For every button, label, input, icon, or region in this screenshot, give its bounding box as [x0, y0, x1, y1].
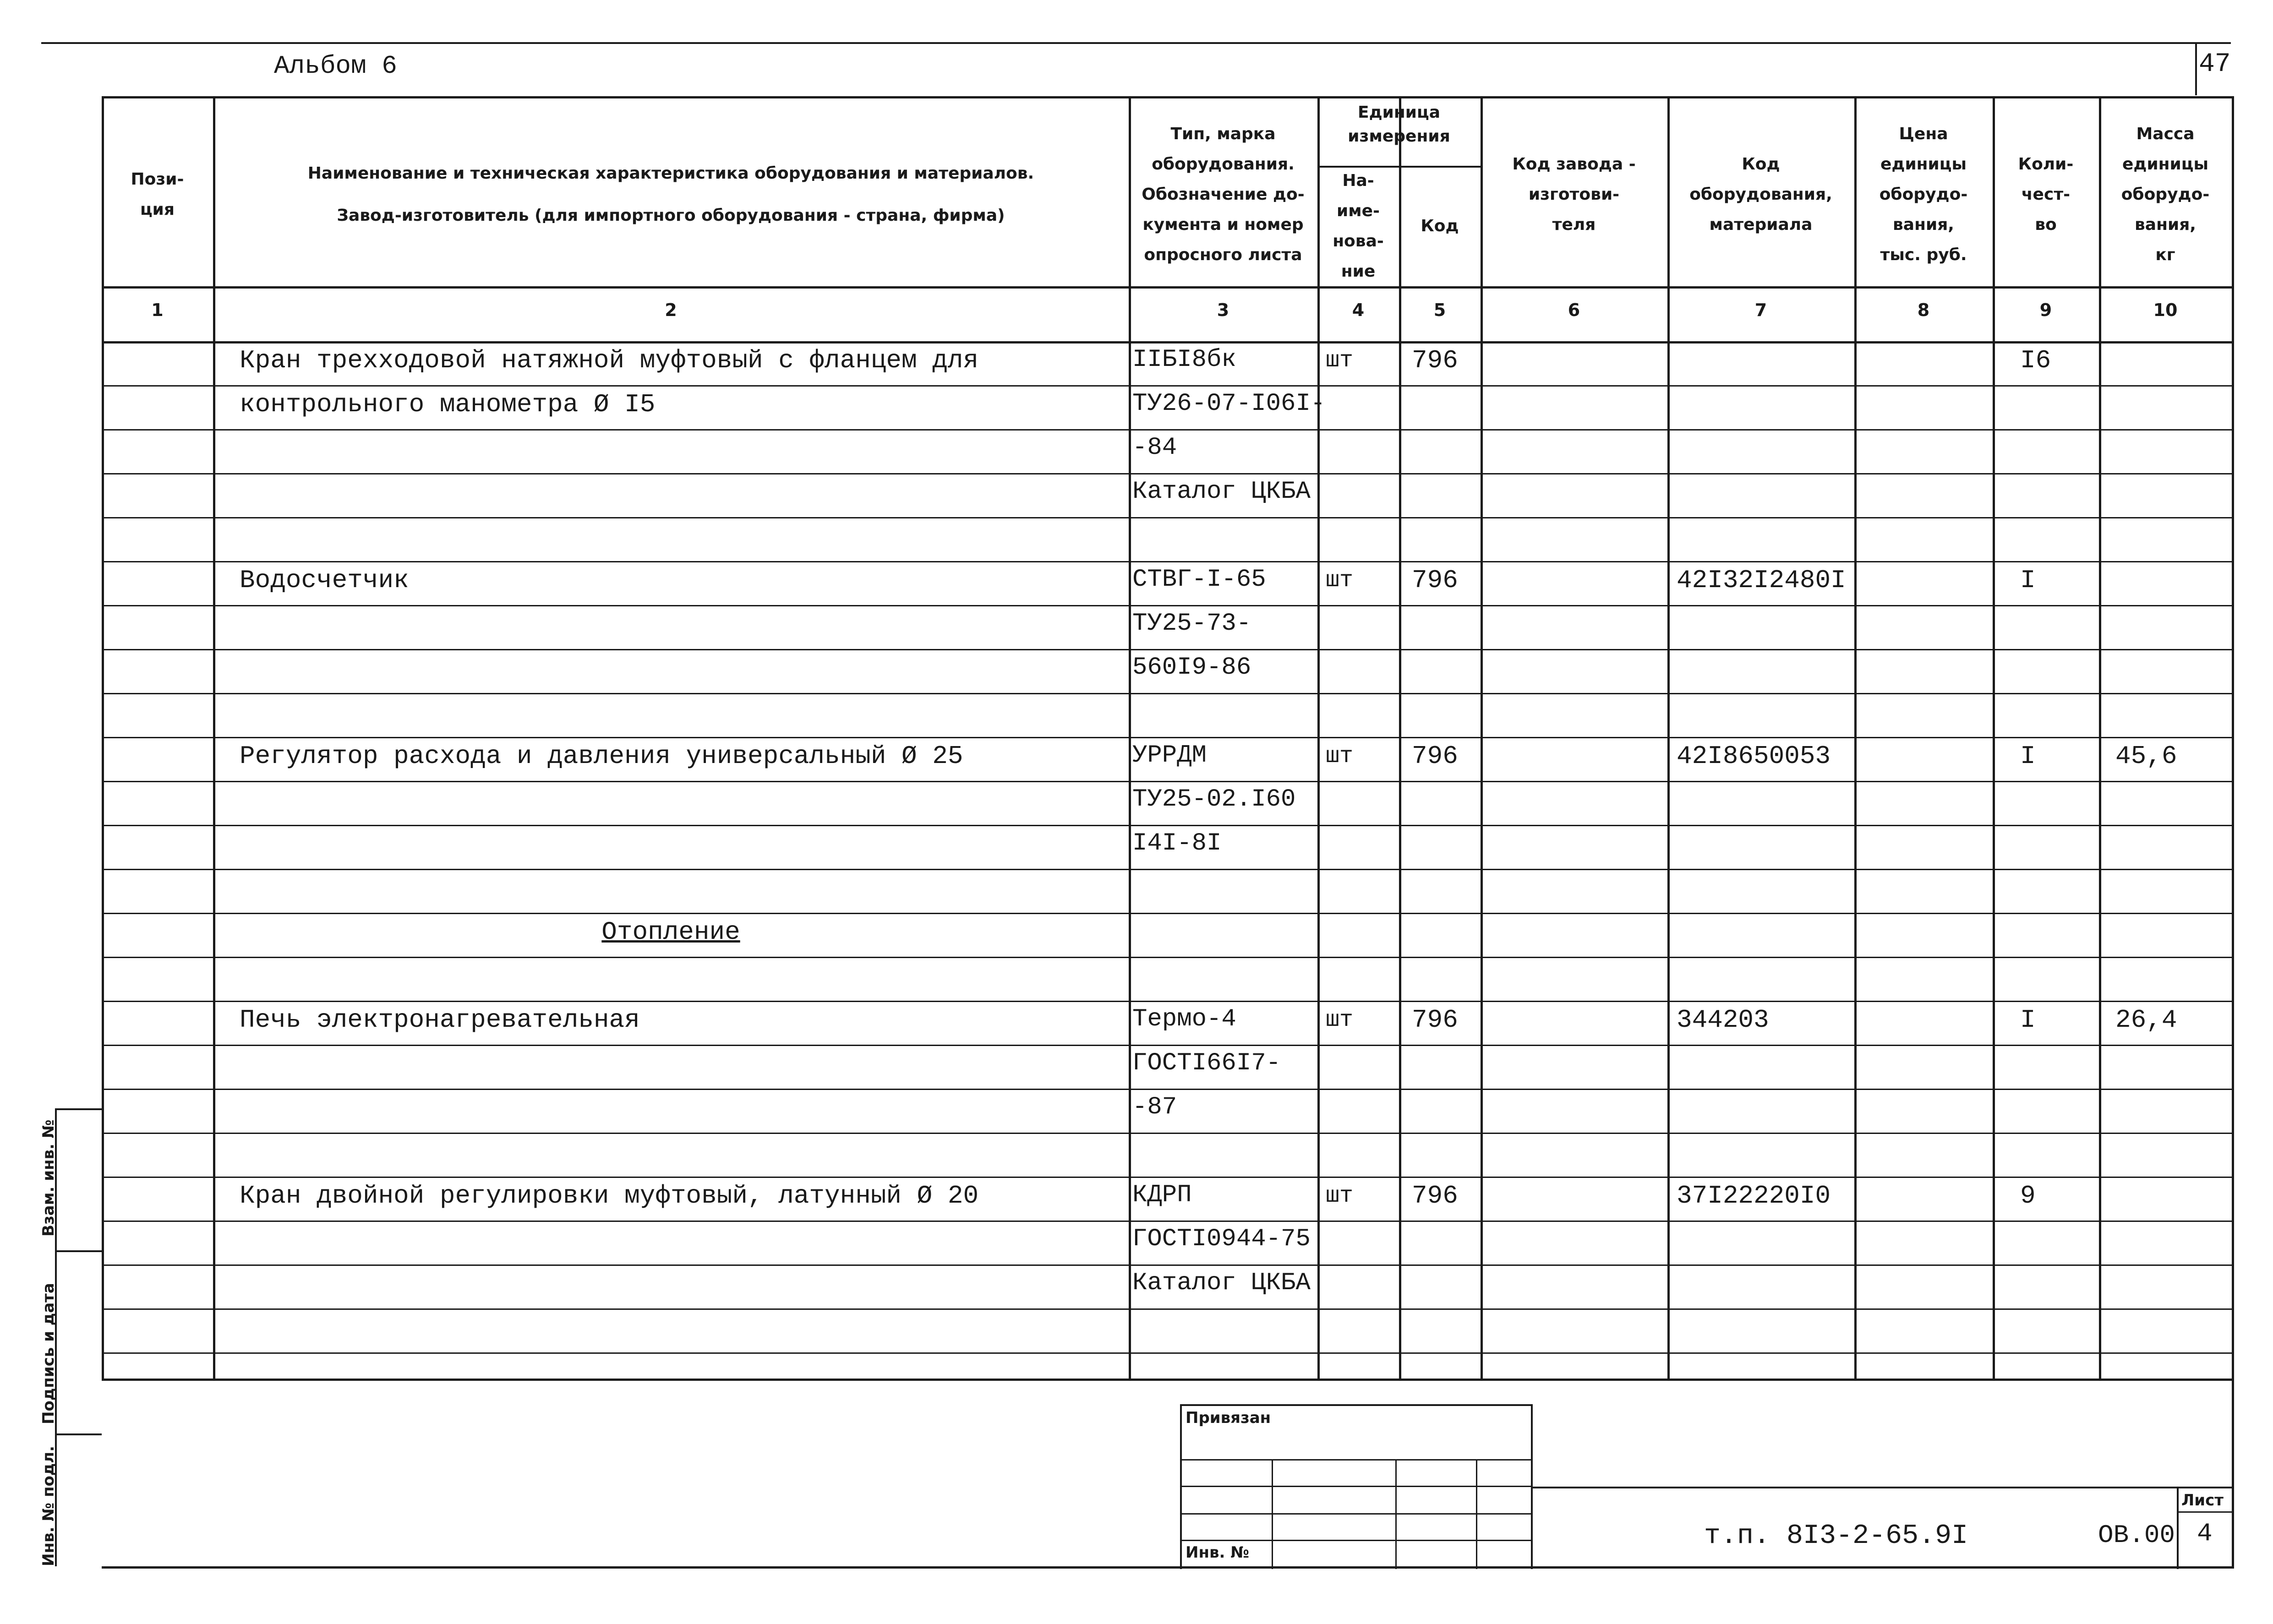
- side-strip-divider: [55, 1250, 102, 1252]
- row-divider: [102, 693, 2232, 694]
- row-divider: [102, 1177, 2232, 1178]
- table-bottom-border: [102, 1379, 2232, 1381]
- stamp-line: [1476, 1459, 1477, 1569]
- row-divider: [102, 781, 2232, 782]
- document-code: т.п. 8I3-2-65.9I: [1704, 1520, 1968, 1552]
- column-header-8: Цена единицы оборудо- вания, тыс. руб.: [1879, 125, 1968, 264]
- cell-name: Водосчетчик: [240, 566, 409, 595]
- column-header-1: Пози- ция: [131, 170, 184, 219]
- side-strip-divider: [55, 1108, 102, 1110]
- row-divider: [102, 1264, 2232, 1266]
- cell-type: СТВГ-I-65: [1132, 566, 1266, 594]
- column-number-4: 4: [1352, 300, 1365, 320]
- cell-type: Каталог ЦКБА: [1132, 1269, 1311, 1297]
- row-divider: [102, 649, 2232, 650]
- column-number-10: 10: [2153, 300, 2178, 320]
- cell-type: -87: [1132, 1093, 1177, 1121]
- cell-name: Печь электронагревательная: [240, 1005, 640, 1035]
- inv-no-label: Инв. №: [1186, 1543, 1250, 1562]
- row-divider: [102, 1133, 2232, 1134]
- cell-equipment-code: 42I8650053: [1677, 741, 1831, 771]
- page-number-frame: [2195, 44, 2197, 95]
- column-number-5: 5: [1433, 300, 1446, 320]
- column-header-6: Код завода - изготови- теля: [1512, 155, 1636, 234]
- column-number-1: 1: [151, 300, 164, 320]
- table-top-border: [102, 96, 2232, 98]
- stamp-line: [1180, 1540, 1533, 1541]
- section-heading: Отопление: [601, 917, 740, 947]
- cell-unit-name: шт: [1326, 743, 1354, 769]
- cell-type: УРРДМ: [1132, 741, 1207, 769]
- stamp-line: [1272, 1459, 1273, 1569]
- top-rule: [41, 42, 2231, 44]
- bound-label: Привязан: [1186, 1409, 1271, 1427]
- row-divider: [102, 473, 2232, 474]
- cell-unit-name: шт: [1326, 348, 1354, 374]
- row-divider: [102, 737, 2232, 738]
- cell-type: Каталог ЦКБА: [1132, 478, 1311, 506]
- album-title: Альбом 6: [274, 51, 397, 81]
- colnum-bottom-border: [102, 341, 2232, 343]
- cell-equipment-code: 37I22220I0: [1677, 1181, 1831, 1210]
- cell-equipment-code: 344203: [1677, 1005, 1769, 1035]
- stamp-line: [1180, 1404, 1533, 1406]
- cell-unit-name: шт: [1326, 567, 1354, 594]
- cell-name: Кран трехходовой натяжной муфтовый с фланцем для: [240, 346, 979, 375]
- stamp-line: [1180, 1513, 1533, 1515]
- cell-mass: 45,6: [2115, 741, 2177, 771]
- header-bottom-border: [102, 286, 2232, 289]
- cell-name: контрольного манометра Ø I5: [240, 390, 656, 419]
- cell-type: Термо-4: [1132, 1005, 1236, 1033]
- row-divider: [102, 1352, 2232, 1354]
- page-right-border: [2232, 1379, 2234, 1569]
- stamp-line: [2177, 1511, 2232, 1513]
- cell-type: КДРП: [1132, 1181, 1192, 1209]
- side-label: Инв. № подл.: [39, 1445, 58, 1566]
- cell-type: -84: [1132, 434, 1177, 462]
- cell-type: ТУ26-07-I06I-: [1132, 390, 1326, 418]
- column-header-2: Наименование и техническая характеристика оборудования и материалов. Завод-изготовитель (для импортного оборудования - страна, фирма): [307, 164, 1034, 225]
- column-number-3: 3: [1217, 300, 1229, 320]
- cell-mass: 26,4: [2115, 1005, 2177, 1035]
- cell-unit-name: шт: [1326, 1007, 1354, 1033]
- cell-quantity: I: [2020, 1005, 2036, 1035]
- column-header-3: Тип, марка оборудования. Обозначение до- кумента и номер опросного листа: [1142, 125, 1305, 264]
- row-divider: [102, 385, 2232, 387]
- stamp-line: [1180, 1486, 1533, 1487]
- row-divider: [102, 561, 2232, 562]
- cell-unit-code: 796: [1412, 1005, 1458, 1035]
- document-mark: ОВ.00: [2098, 1520, 2175, 1550]
- row-divider: [102, 913, 2232, 914]
- side-label: Подпись и дата: [39, 1283, 58, 1424]
- cell-quantity: 9: [2020, 1181, 2036, 1210]
- cell-unit-name: шт: [1326, 1183, 1354, 1209]
- column-number-7: 7: [1754, 300, 1767, 320]
- sheet-number: 4: [2197, 1519, 2213, 1548]
- row-divider: [102, 957, 2232, 958]
- page-number: 47: [2199, 49, 2231, 79]
- row-divider: [102, 869, 2232, 870]
- row-divider: [102, 429, 2232, 431]
- cell-type: ГОСТI0944-75: [1132, 1225, 1311, 1253]
- cell-unit-code: 796: [1412, 566, 1458, 595]
- column-header-4: На- име- нова- ние: [1333, 171, 1384, 281]
- side-strip-divider: [55, 1433, 102, 1435]
- row-divider: [102, 1308, 2232, 1310]
- column-number-9: 9: [2039, 300, 2052, 320]
- stamp-line: [1531, 1487, 2232, 1488]
- cell-quantity: I: [2020, 566, 2036, 595]
- cell-unit-code: 796: [1412, 346, 1458, 375]
- cell-unit-code: 796: [1412, 741, 1458, 771]
- sheet-label: Лист: [2181, 1491, 2224, 1510]
- cell-quantity: I: [2020, 741, 2036, 771]
- stamp-line: [2177, 1487, 2179, 1569]
- stamp-line: [1395, 1459, 1397, 1569]
- cell-equipment-code: 42I32I2480I: [1677, 566, 1846, 595]
- cell-quantity: I6: [2020, 346, 2051, 375]
- cell-name: Регулятор расхода и давления универсальный Ø 25: [240, 741, 963, 771]
- column-divider: [2232, 96, 2234, 1379]
- column-header-7: Код оборудования, материала: [1689, 155, 1832, 234]
- cell-type: ТУ25-02.I60: [1132, 785, 1296, 813]
- column-number-6: 6: [1568, 300, 1580, 320]
- cell-type: IIБI8бк: [1132, 346, 1236, 374]
- cell-name: Кран двойной регулировки муфтовый, латунный Ø 20: [240, 1181, 979, 1210]
- column-number-2: 2: [665, 300, 677, 320]
- unit-group-title: Единица измерения: [1348, 103, 1450, 146]
- row-divider: [102, 605, 2232, 606]
- stamp-line: [1180, 1459, 1533, 1461]
- cell-unit-code: 796: [1412, 1181, 1458, 1210]
- row-divider: [102, 825, 2232, 826]
- cell-type: 560I9-86: [1132, 654, 1251, 681]
- cell-type: I4I-8I: [1132, 829, 1222, 857]
- side-label: Взам. инв. №: [39, 1119, 58, 1237]
- column-header-9: Коли- чест- во: [2018, 155, 2074, 234]
- cell-type: ГОСТI66I7-: [1132, 1049, 1281, 1077]
- column-header-10: Масса единицы оборудо- вания, кг: [2121, 125, 2210, 264]
- column-header-5: Код: [1421, 216, 1459, 235]
- cell-type: ТУ25-73-: [1132, 610, 1251, 638]
- row-divider: [102, 1045, 2232, 1046]
- row-divider: [102, 517, 2232, 518]
- row-divider: [102, 1221, 2232, 1222]
- row-divider: [102, 1001, 2232, 1002]
- row-divider: [102, 1089, 2232, 1090]
- column-number-8: 8: [1917, 300, 1930, 320]
- page-bottom-border: [102, 1566, 2232, 1569]
